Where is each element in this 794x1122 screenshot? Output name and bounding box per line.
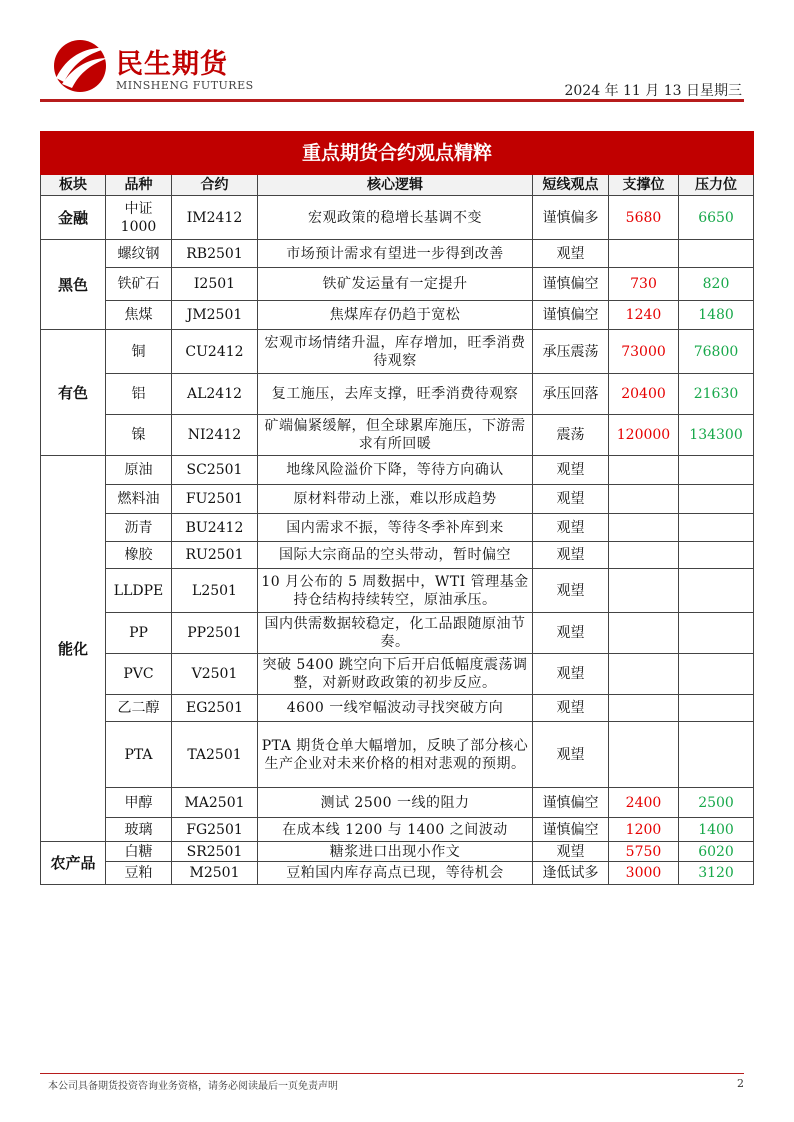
view-cell: 观望 — [533, 485, 609, 514]
logic-cell: 国际大宗商品的空头带动，暂时偏空 — [258, 542, 533, 569]
variety-cell: 白糖 — [106, 842, 172, 862]
variety-cell: 螺纹钢 — [106, 240, 172, 268]
view-cell: 谨慎偏空 — [533, 301, 609, 330]
view-cell: 观望 — [533, 695, 609, 722]
contract-cell: IM2412 — [172, 196, 258, 240]
table-row — [41, 818, 754, 842]
table-row — [41, 569, 754, 613]
view-cell: 谨慎偏多 — [533, 196, 609, 240]
table-row — [41, 722, 754, 788]
column-header-view: 短线观点 — [533, 175, 609, 196]
support-cell: 3000 — [609, 862, 679, 885]
resistance-cell: 2500 — [679, 788, 754, 818]
resistance-cell: 820 — [679, 268, 754, 301]
variety-cell: PP — [106, 613, 172, 654]
contract-cell: MA2501 — [172, 788, 258, 818]
contract-cell: V2501 — [172, 654, 258, 695]
support-cell — [609, 456, 679, 485]
support-cell — [609, 695, 679, 722]
support-cell — [609, 613, 679, 654]
table-row — [41, 330, 754, 374]
report-date: 2024 年 11 月 13 日星期三 — [564, 83, 742, 99]
sector-cell: 金融 — [41, 196, 106, 240]
minsheng-logo-icon — [46, 38, 116, 93]
contract-cell: M2501 — [172, 862, 258, 885]
header-divider — [40, 99, 744, 102]
view-cell: 观望 — [533, 842, 609, 862]
logic-cell: 豆粕国内库存高点已现，等待机会 — [258, 862, 533, 885]
view-cell: 观望 — [533, 240, 609, 268]
contract-cell: SC2501 — [172, 456, 258, 485]
variety-cell: 原油 — [106, 456, 172, 485]
table-row — [41, 788, 754, 818]
resistance-cell: 1400 — [679, 818, 754, 842]
table-row — [41, 485, 754, 514]
column-header-contract: 合约 — [172, 175, 258, 196]
support-cell: 1240 — [609, 301, 679, 330]
support-cell — [609, 514, 679, 542]
support-cell — [609, 722, 679, 788]
variety-cell: 铜 — [106, 330, 172, 374]
futures-views-table — [40, 131, 754, 885]
variety-cell: 焦煤 — [106, 301, 172, 330]
view-cell: 承压回落 — [533, 374, 609, 415]
view-cell: 观望 — [533, 456, 609, 485]
sector-cell: 能化 — [41, 456, 106, 842]
logic-cell: 铁矿发运量有一定提升 — [258, 268, 533, 301]
contract-cell: JM2501 — [172, 301, 258, 330]
support-cell — [609, 542, 679, 569]
view-cell: 观望 — [533, 613, 609, 654]
logic-cell: 宏观政策的稳增长基调不变 — [258, 196, 533, 240]
resistance-cell: 1480 — [679, 301, 754, 330]
contract-cell: L2501 — [172, 569, 258, 613]
view-cell: 谨慎偏空 — [533, 268, 609, 301]
support-cell: 1200 — [609, 818, 679, 842]
view-cell: 震荡 — [533, 415, 609, 456]
table-row — [41, 196, 754, 240]
table-row — [41, 613, 754, 654]
view-cell: 谨慎偏空 — [533, 788, 609, 818]
logic-cell: 在成本线 1200 与 1400 之间波动 — [258, 818, 533, 842]
resistance-cell: 76800 — [679, 330, 754, 374]
resistance-cell: 6020 — [679, 842, 754, 862]
view-cell: 观望 — [533, 514, 609, 542]
logic-cell: 宏观市场情绪升温，库存增加，旺季消费待观察 — [258, 330, 533, 374]
support-cell: 5680 — [609, 196, 679, 240]
support-cell — [609, 654, 679, 695]
support-cell: 120000 — [609, 415, 679, 456]
resistance-cell: 6650 — [679, 196, 754, 240]
contract-cell: CU2412 — [172, 330, 258, 374]
logic-cell: 地缘风险溢价下降，等待方向确认 — [258, 456, 533, 485]
page-number: 2 — [737, 1077, 744, 1090]
variety-cell: 乙二醇 — [106, 695, 172, 722]
logic-cell: 市场预计需求有望进一步得到改善 — [258, 240, 533, 268]
variety-cell: PVC — [106, 654, 172, 695]
variety-cell: 沥青 — [106, 514, 172, 542]
column-header-logic: 核心逻辑 — [258, 175, 533, 196]
footer-divider — [40, 1073, 744, 1074]
view-cell: 谨慎偏空 — [533, 818, 609, 842]
table-row — [41, 301, 754, 330]
contract-cell: PP2501 — [172, 613, 258, 654]
resistance-cell — [679, 613, 754, 654]
logic-cell: 糖浆进口出现小作文 — [258, 842, 533, 862]
logic-cell: 原材料带动上涨，难以形成趋势 — [258, 485, 533, 514]
variety-cell: 中证1000 — [106, 196, 172, 240]
resistance-cell: 3120 — [679, 862, 754, 885]
support-cell — [609, 485, 679, 514]
variety-cell: PTA — [106, 722, 172, 788]
variety-cell: 镍 — [106, 415, 172, 456]
view-cell: 观望 — [533, 722, 609, 788]
contract-cell: FU2501 — [172, 485, 258, 514]
resistance-cell — [679, 654, 754, 695]
sector-cell: 黑色 — [41, 240, 106, 330]
view-cell: 观望 — [533, 569, 609, 613]
variety-cell: 玻璃 — [106, 818, 172, 842]
table-row — [41, 268, 754, 301]
variety-cell: 甲醇 — [106, 788, 172, 818]
logic-cell: 国内需求不振，等待冬季补库到来 — [258, 514, 533, 542]
variety-cell: 燃料油 — [106, 485, 172, 514]
table-row — [41, 456, 754, 485]
column-header-support: 支撑位 — [609, 175, 679, 196]
resistance-cell: 21630 — [679, 374, 754, 415]
logic-cell: 国内供需数据较稳定，化工品跟随原油节奏。 — [258, 613, 533, 654]
view-cell: 观望 — [533, 654, 609, 695]
contract-cell: NI2412 — [172, 415, 258, 456]
contract-cell: RB2501 — [172, 240, 258, 268]
resistance-cell — [679, 695, 754, 722]
view-cell: 观望 — [533, 542, 609, 569]
table-row — [41, 514, 754, 542]
contract-cell: FG2501 — [172, 818, 258, 842]
disclaimer-text: 本公司具备期货投资咨询业务资格，请务必阅读最后一页免责声明 — [48, 1081, 338, 1092]
contract-cell: TA2501 — [172, 722, 258, 788]
view-cell: 逢低试多 — [533, 862, 609, 885]
column-header-sector: 板块 — [41, 175, 106, 196]
variety-cell: 豆粕 — [106, 862, 172, 885]
support-cell: 20400 — [609, 374, 679, 415]
contract-cell: EG2501 — [172, 695, 258, 722]
resistance-cell — [679, 485, 754, 514]
table-row — [41, 542, 754, 569]
variety-cell: 铁矿石 — [106, 268, 172, 301]
logic-cell: 4600 一线窄幅波动寻找突破方向 — [258, 695, 533, 722]
view-cell: 承压震荡 — [533, 330, 609, 374]
resistance-cell — [679, 722, 754, 788]
logic-cell: 10 月公布的 5 周数据中，WTI 管理基金持仓结构持续转空，原油承压。 — [258, 569, 533, 613]
contract-cell: RU2501 — [172, 542, 258, 569]
table-row — [41, 695, 754, 722]
resistance-cell — [679, 240, 754, 268]
support-cell: 2400 — [609, 788, 679, 818]
column-header-resistance: 压力位 — [679, 175, 754, 196]
support-cell — [609, 240, 679, 268]
table-row — [41, 862, 754, 885]
logic-cell: 测试 2500 一线的阻力 — [258, 788, 533, 818]
logic-cell: 焦煤库存仍趋于宽松 — [258, 301, 533, 330]
logic-cell: 突破 5400 跳空向下后开启低幅度震荡调整，对新财政政策的初步反应。 — [258, 654, 533, 695]
contract-cell: BU2412 — [172, 514, 258, 542]
support-cell — [609, 569, 679, 613]
logic-cell: 矿端偏紧缓解，但全球累库施压，下游需求有所回暖 — [258, 415, 533, 456]
sector-cell: 农产品 — [41, 842, 106, 885]
table-title: 重点期货合约观点精粹 — [41, 132, 754, 175]
table-row — [41, 842, 754, 862]
logic-cell: 复工施压，去库支撑，旺季消费待观察 — [258, 374, 533, 415]
table-row — [41, 654, 754, 695]
brand-name-en: MINSHENG FUTURES — [116, 79, 254, 92]
support-cell: 5750 — [609, 842, 679, 862]
table-row — [41, 415, 754, 456]
variety-cell: 铝 — [106, 374, 172, 415]
sector-cell: 有色 — [41, 330, 106, 456]
variety-cell: LLDPE — [106, 569, 172, 613]
table-row — [41, 374, 754, 415]
column-header-variety: 品种 — [106, 175, 172, 196]
resistance-cell — [679, 456, 754, 485]
support-cell: 730 — [609, 268, 679, 301]
variety-cell: 橡胶 — [106, 542, 172, 569]
brand-name-cn: 民生期货 — [116, 49, 228, 80]
resistance-cell — [679, 542, 754, 569]
table-body — [41, 196, 754, 885]
contract-cell: AL2412 — [172, 374, 258, 415]
logic-cell: PTA 期货仓单大幅增加，反映了部分核心生产企业对未来价格的相对悲观的预期。 — [258, 722, 533, 788]
support-cell: 73000 — [609, 330, 679, 374]
table-row — [41, 240, 754, 268]
contract-cell: SR2501 — [172, 842, 258, 862]
resistance-cell — [679, 514, 754, 542]
contract-cell: I2501 — [172, 268, 258, 301]
resistance-cell — [679, 569, 754, 613]
resistance-cell: 134300 — [679, 415, 754, 456]
